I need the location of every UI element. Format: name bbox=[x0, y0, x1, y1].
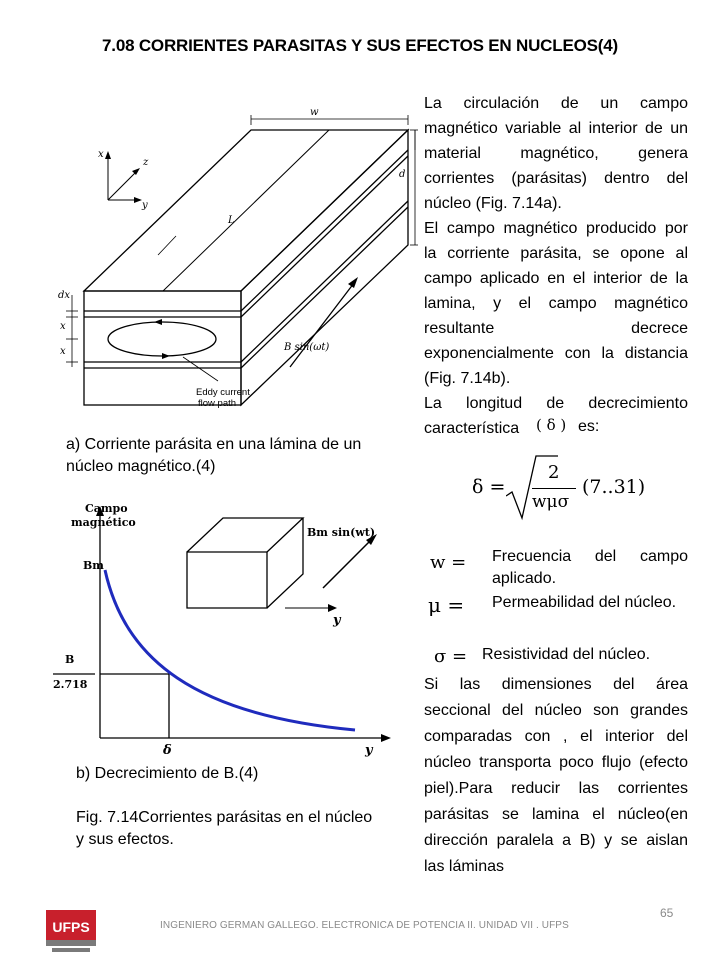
paragraph-3b: es: bbox=[578, 418, 600, 435]
label-y-axis: y bbox=[142, 200, 148, 211]
formula-numerator: 2 bbox=[548, 462, 560, 483]
logo-text: UFPS bbox=[52, 919, 90, 935]
def-text-sigma: Resistividad del núcleo. bbox=[482, 646, 651, 663]
label-b-den: 2.718 bbox=[53, 678, 88, 691]
formula bbox=[472, 452, 672, 522]
label-dx: dx bbox=[58, 290, 71, 301]
figure-a-caption: a) Corriente parásita en una lámina de un núcleo magnético.(4) bbox=[66, 436, 362, 475]
label-field: B sin(ωt) bbox=[284, 342, 330, 353]
label-z-axis: z bbox=[143, 157, 149, 168]
label-w: w bbox=[310, 107, 319, 118]
label-bm: Bm bbox=[83, 559, 104, 572]
decay-curve bbox=[105, 570, 355, 730]
label-eddy-2: flow path bbox=[198, 398, 237, 409]
def-text-w: Frecuencia del campo aplicado. bbox=[492, 548, 688, 587]
label-delta: δ bbox=[163, 743, 172, 758]
footer: INGENIERO GERMAN GALLEGO. ELECTRONICA DE POTENCIA II. UNIDAD VII . UFPS bbox=[160, 920, 569, 931]
def-symbol-mu: μ = bbox=[428, 593, 465, 617]
figure-b-field-decay bbox=[45, 500, 395, 760]
label-d: d bbox=[399, 169, 406, 180]
label-L: L bbox=[228, 215, 235, 226]
label-campo: Campo bbox=[85, 502, 128, 515]
paragraph-2: El campo magnético producido por la corriente parásita, se opone al campo aplicado en el interior de la lamina, y el campo magnético resultante decrece exponencialmente con la distancia (Fig. 7.14b). bbox=[424, 220, 688, 387]
page-title: 7.08 CORRIENTES PARASITAS Y SUS EFECTOS EN NUCLEOS(4) bbox=[102, 36, 618, 55]
paragraph-3a: La longitud de decrecimiento característica bbox=[424, 395, 688, 437]
figure-caption: Fig. 7.14Corrientes parásitas en el núcleo y sus efectos. bbox=[76, 809, 373, 848]
core-side-face bbox=[241, 130, 408, 405]
label-x-axis: x bbox=[98, 149, 104, 160]
box-side bbox=[267, 518, 303, 608]
label-y: y bbox=[365, 743, 373, 758]
formula-denominator: wμσ bbox=[532, 492, 570, 512]
label-box-y: y bbox=[333, 613, 341, 628]
def-text-mu: Permeabilidad del núcleo. bbox=[492, 594, 677, 611]
label-eddy-1: Eddy current bbox=[196, 387, 250, 398]
paragraph-4: Si las dimensiones del área seccional del núcleo son grandes comparadas con , el interior del núcleo transporta poco flujo (efecto piel).Para reducir las corrientes parásitas se lamina el núcleo(en dirección paralela a B) y se aislan las láminas bbox=[424, 676, 688, 875]
box-top bbox=[187, 518, 303, 552]
def-symbol-w: w = bbox=[430, 552, 467, 573]
formula-eq-number: (7..31) bbox=[582, 476, 646, 498]
def-symbol-sigma: σ = bbox=[434, 646, 468, 667]
label-b-num: B bbox=[65, 653, 75, 666]
page-number: 65 bbox=[660, 906, 674, 920]
label-x1: x bbox=[60, 321, 66, 332]
box-front bbox=[187, 552, 267, 608]
label-x2: x bbox=[60, 346, 66, 357]
label-magnetico: magnético bbox=[71, 516, 136, 529]
figure-b-caption: b) Decrecimiento de B.(4) bbox=[76, 765, 259, 782]
label-field-b: Bm sin(wt) bbox=[307, 526, 376, 539]
paragraph-1: La circulación de un campo magnético variable al interior de un material magnético, genera corrientes (parásitas) dentro del núcleo (Fig. 7.14a). bbox=[424, 95, 688, 212]
ufps-logo bbox=[44, 908, 98, 954]
figure-a-eddy-current-lamina bbox=[58, 105, 418, 430]
eddy-current-loop bbox=[108, 322, 216, 356]
delta-parenthetical: ( δ ) bbox=[536, 416, 567, 434]
formula-lhs: δ = bbox=[472, 476, 506, 498]
